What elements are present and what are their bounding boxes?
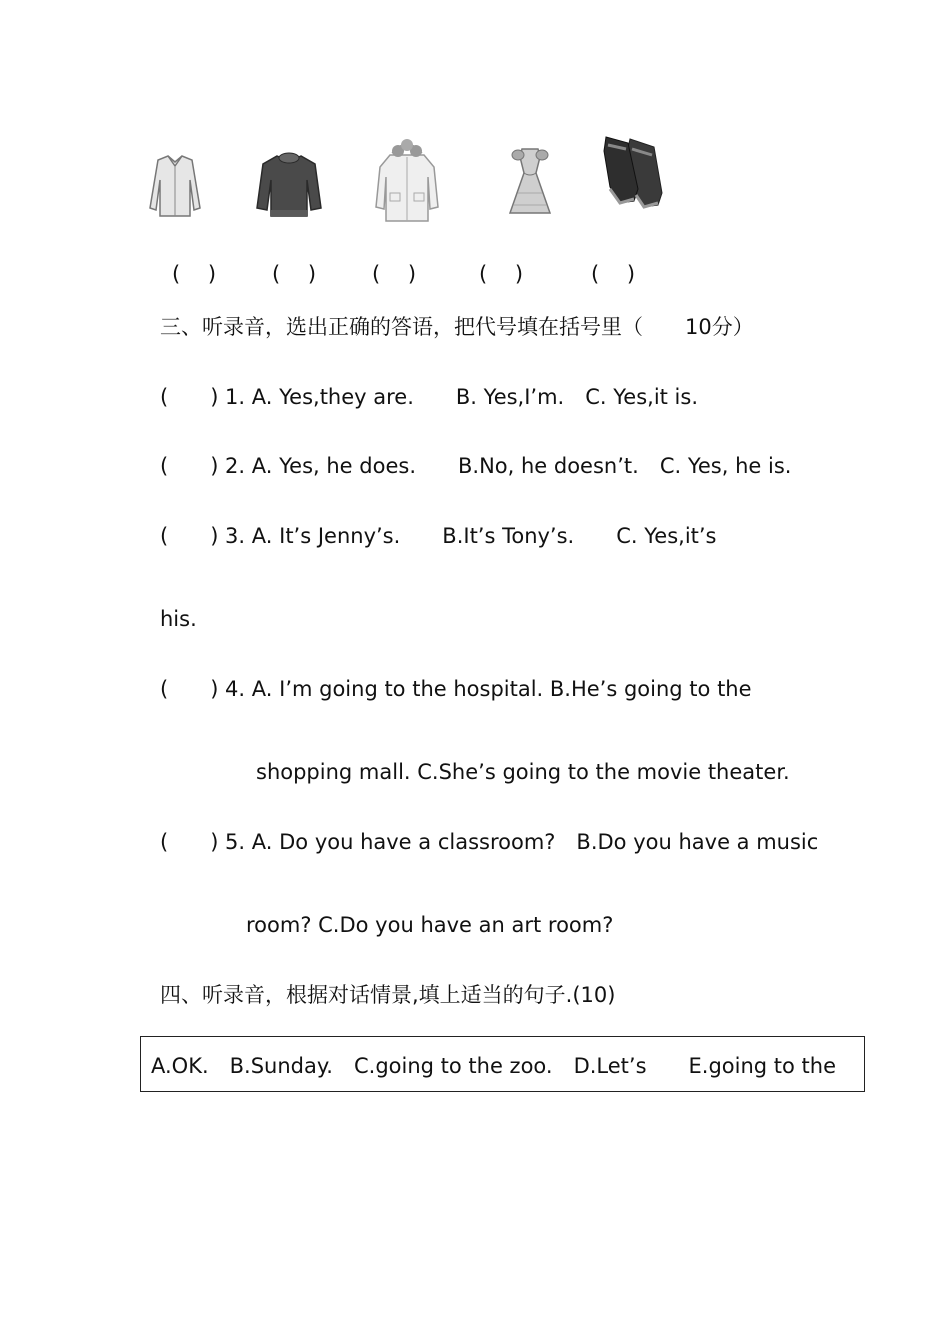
shoes-icon — [600, 133, 666, 215]
answer-paren-4: ( ) — [479, 262, 524, 286]
dress-icon — [506, 145, 554, 217]
word-bank-options: A.OK. B.Sunday. C.going to the zoo. D.Let’s E.going to the — [151, 1054, 837, 1078]
sweater-icon — [255, 150, 323, 222]
question-4-continued: shopping mall. C.She’s going to the movie theater. — [256, 760, 790, 784]
question-3-continued: his. — [160, 607, 197, 631]
question-5-continued: room? C.Do you have an art room? — [246, 913, 614, 937]
question-1: ( ) 1. A. Yes,they are. B. Yes,I’m. C. Yes,it is. — [160, 385, 699, 409]
question-2: ( ) 2. A. Yes, he does. B.No, he doesn’t. C. Yes, he is. — [160, 454, 792, 478]
answer-paren-3: ( ) — [372, 262, 417, 286]
question-4: ( ) 4. A. I’m going to the hospital. B.He’s going to the — [160, 677, 752, 701]
section4-heading: 四、听录音，根据对话情景,填上适当的句子.(10) — [160, 983, 616, 1007]
blouse-icon — [148, 150, 203, 220]
question-5: ( ) 5. A. Do you have a classroom? B.Do you have a music — [160, 830, 819, 854]
section3-heading: 三、听录音，选出正确的答语，把代号填在括号里（ 10分） — [160, 315, 754, 339]
question-3: ( ) 3. A. It’s Jenny’s. B.It’s Tony’s. C. Yes,it’s — [160, 524, 717, 548]
answer-paren-5: ( ) — [591, 262, 636, 286]
answer-paren-1: ( ) — [172, 262, 217, 286]
word-bank-box — [140, 1036, 865, 1092]
coat-icon — [372, 137, 442, 225]
answer-paren-2: ( ) — [272, 262, 317, 286]
